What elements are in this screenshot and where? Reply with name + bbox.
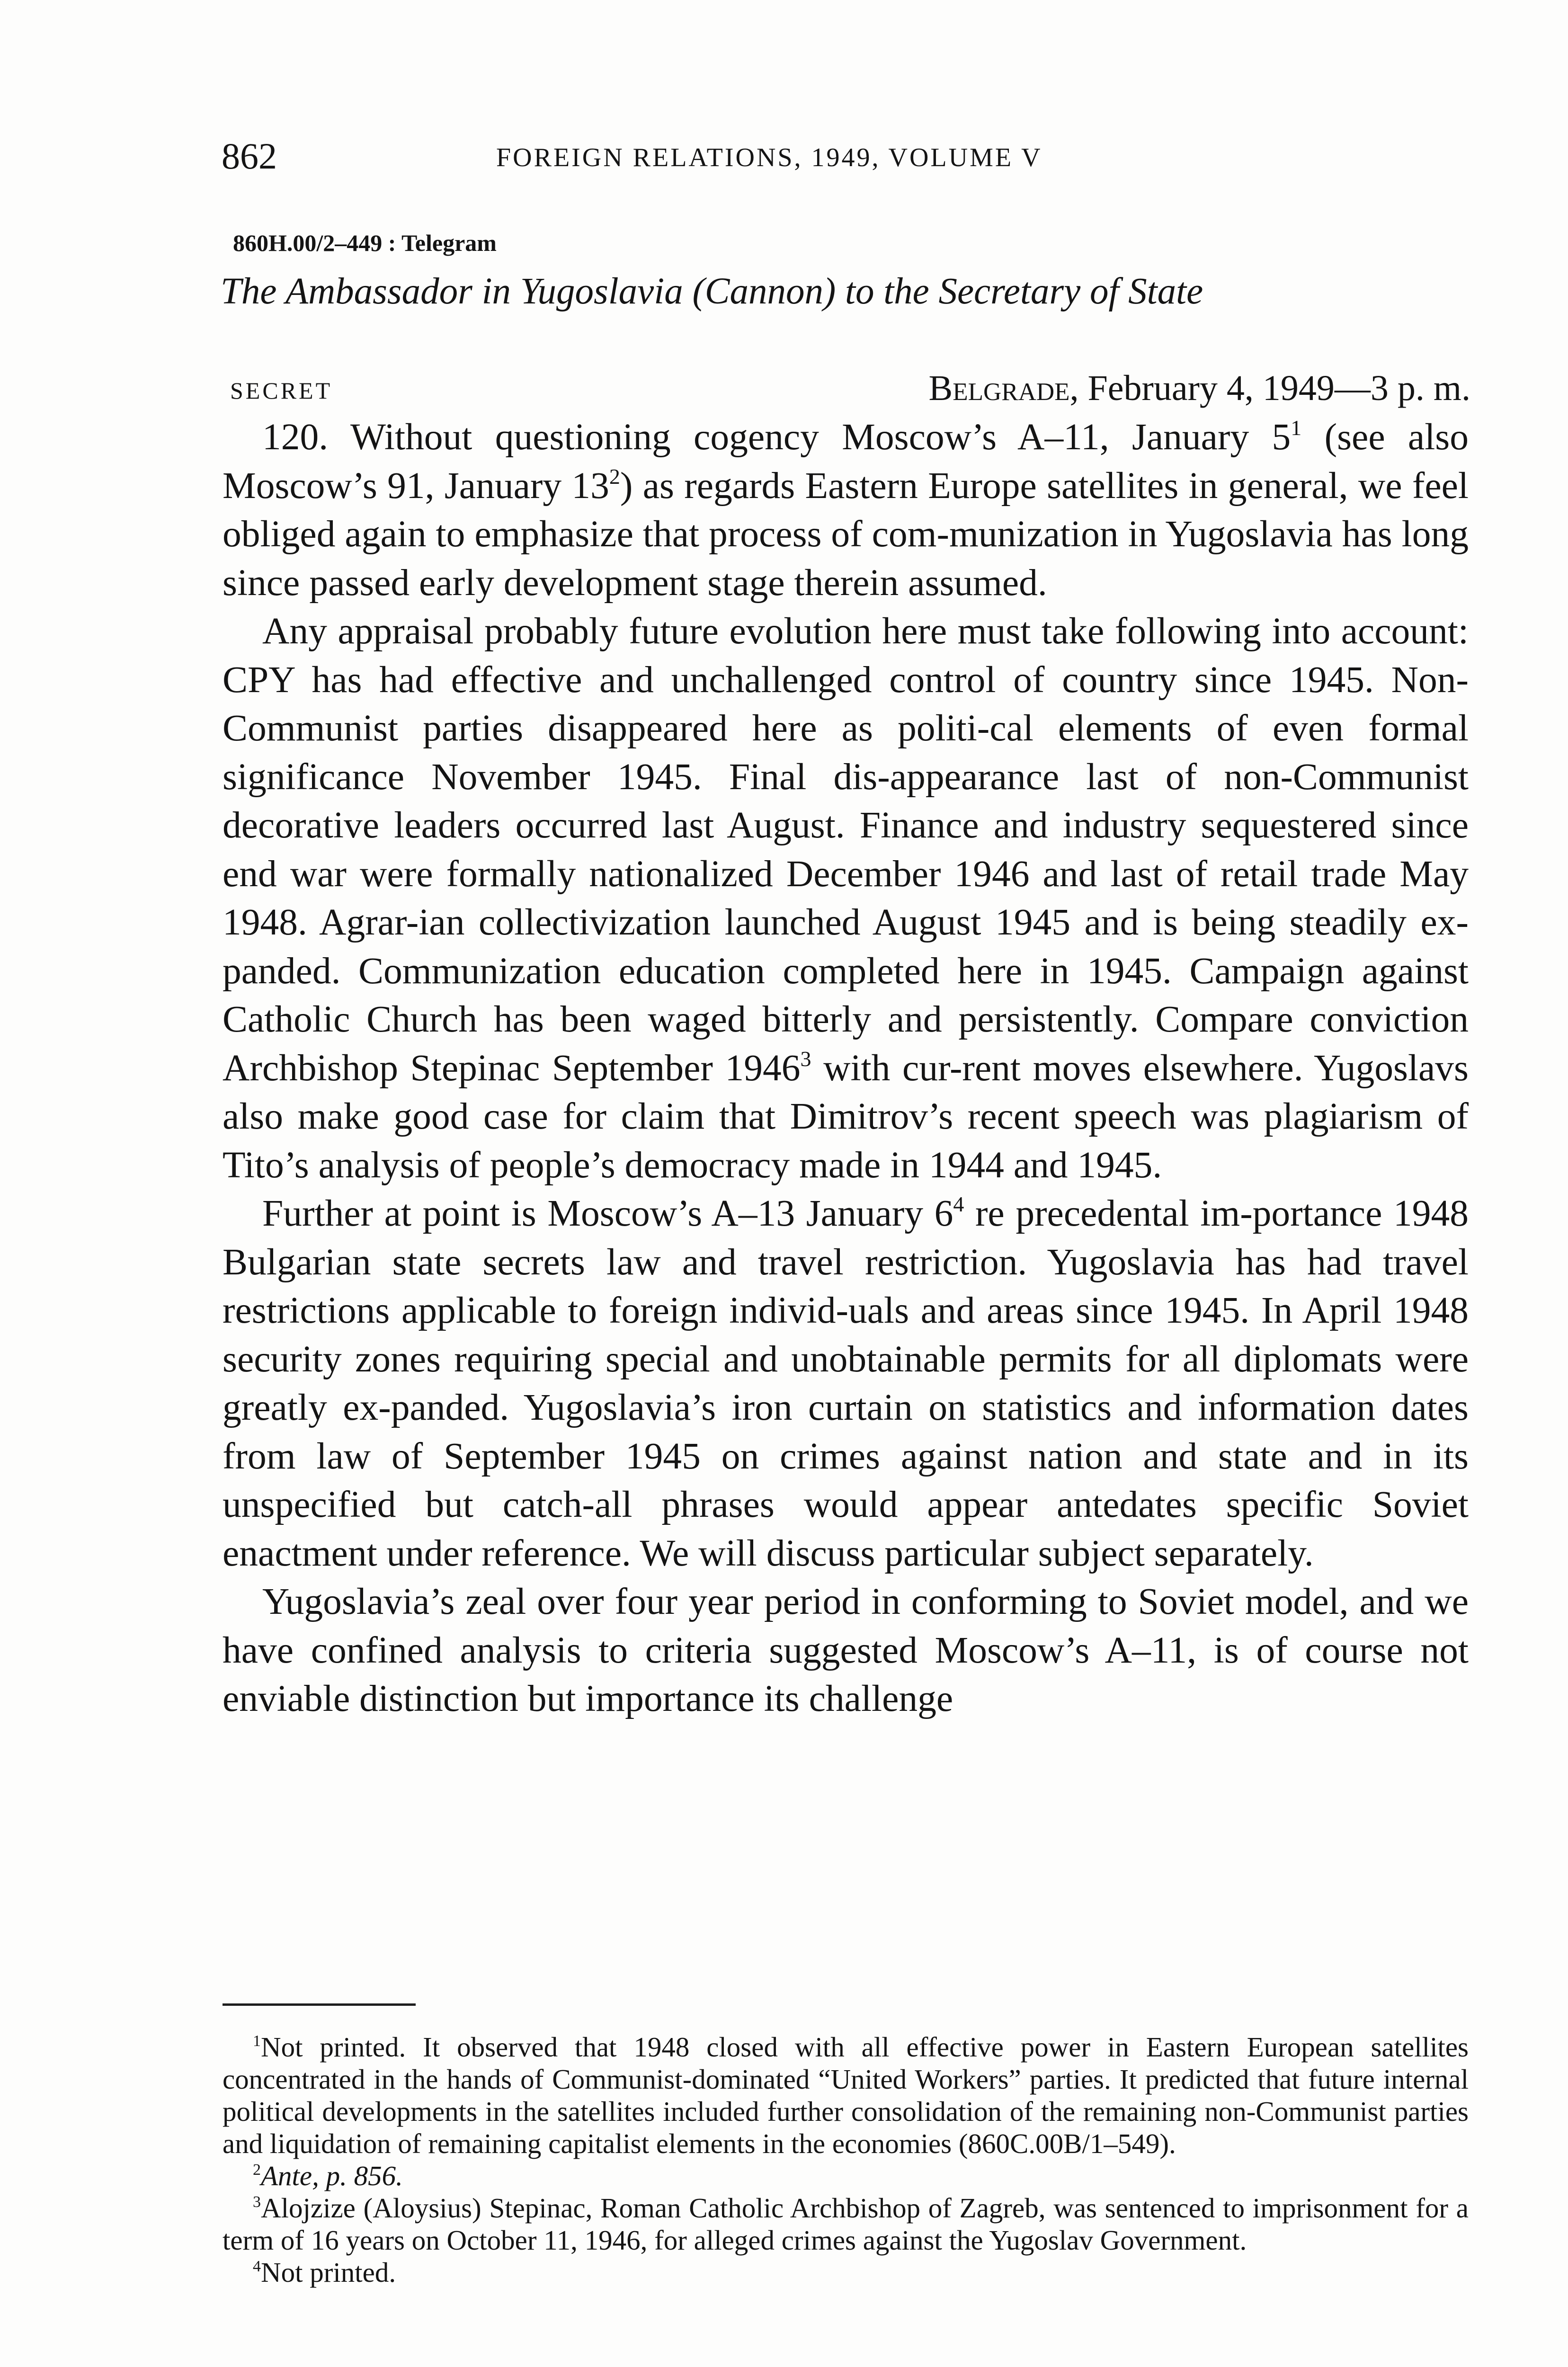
paragraph-1: 120. Without questioning cogency Moscow’s A–11, January $5^1$ (see also Moscow’s 91, January $13^2$) as regards Eastern Europe satellites in general, we feel obliged again to emphasize that process of com-munization in Yugoslavia has long since passed early development stage therein assumed. — [223, 416, 1469, 604]
document-reference: 860H.00/2–449 : Telegram — [233, 230, 497, 256]
footnote-4: $^4$Not printed. — [253, 2257, 396, 2288]
running-head — [222, 135, 1470, 178]
page-number: 862 — [222, 135, 277, 177]
footnotes — [223, 2031, 1469, 2288]
footnote-1: $^1$Not printed. It observed that 1948 closed with all effective power in Eastern European satellites concentrated in the hands of Communist-dominated “United Workers” parties. It predicted that future internal political developments in the satellites included further consolidation of the remaining non-Communist parties and liquidation of remaining capitalist elements in the economies (860C.00B/1–549). — [223, 2031, 1469, 2159]
place-date — [929, 365, 1470, 412]
footnote-ref-3[interactable]: 3 — [800, 1046, 811, 1071]
dateline — [230, 365, 1470, 412]
footnote-ref-1[interactable]: 1 — [1291, 416, 1302, 440]
footnote-ref-4[interactable]: 4 — [953, 1192, 964, 1216]
telegram-body — [223, 413, 1469, 1723]
paragraph-4: Yugoslavia’s zeal over four year period in conforming to Soviet model, and we have confined analysis to criteria suggested Moscow’s A–11, is of course not enviable distinction but importance its challenge — [223, 1581, 1469, 1719]
footnote-divider — [223, 2003, 416, 2006]
date: February 4, 1949—3 p. m. — [1087, 368, 1470, 408]
paragraph-2: Any appraisal probably future evolution here must take following into account: CPY has had effective and unchallenged control of country since 1945. Non-Communist parties disappeared here as politi-cal elements of even formal significance November 1945. Final dis-appearance last of non-Communist decorative leaders occurred last August. Finance and industry sequestered since end war were formally nationalized December 1946 and last of retail trade May 1948. Agrar-ian collectivization launched August 1945 and is being steadily ex-panded. Communization education completed here in 1945. Campaign against Catholic Church has been waged bitterly and persistently. Compare conviction Archbishop Stepinac September 1946$^3$ with cur-rent moves elsewhere. Yugoslavs also make good case for claim that Dimitrov’s recent speech was plagiarism of Tito’s analysis of people’s democracy made in 1944 and 1945. — [223, 610, 1469, 1186]
footnote-2: $^2$Ante, p. 856. — [253, 2160, 403, 2191]
document-heading: The Ambassador in Yugoslavia (Cannon) to the Secretary of State — [221, 271, 1203, 312]
place: Belgrade, — [928, 368, 1079, 408]
footnote-3: $^3$Alojzize (Aloysius) Stepinac, Roman Catholic Archbishop of Zagreb, was sentenced to imprisonment for a term of 16 years on October 11, 1946, for alleged crimes against the Yugoslav Government. — [223, 2192, 1469, 2256]
footnote-ref-2[interactable]: 2 — [609, 464, 620, 489]
paragraph-3: Further at point is Moscow’s A–13 January $6^4$ re precedental im-portance 1948 Bulgarian state secrets law and travel restriction. Yugoslavia has had travel restrictions applicable to foreign individ-uals and areas since 1945. In April 1948 security zones requiring special and unobtainable permits for all diplomats were greatly ex-panded. Yugoslavia’s iron curtain on statistics and information dates from law of September 1945 on crimes against nation and state and in its unspecified but catch-all phrases would appear antedates specific Soviet enactment under reference. We will discuss particular subject separately. — [223, 1192, 1469, 1574]
classification-label: SECRET — [230, 377, 333, 404]
running-title: FOREIGN RELATIONS, 1949, VOLUME V — [496, 143, 1042, 172]
